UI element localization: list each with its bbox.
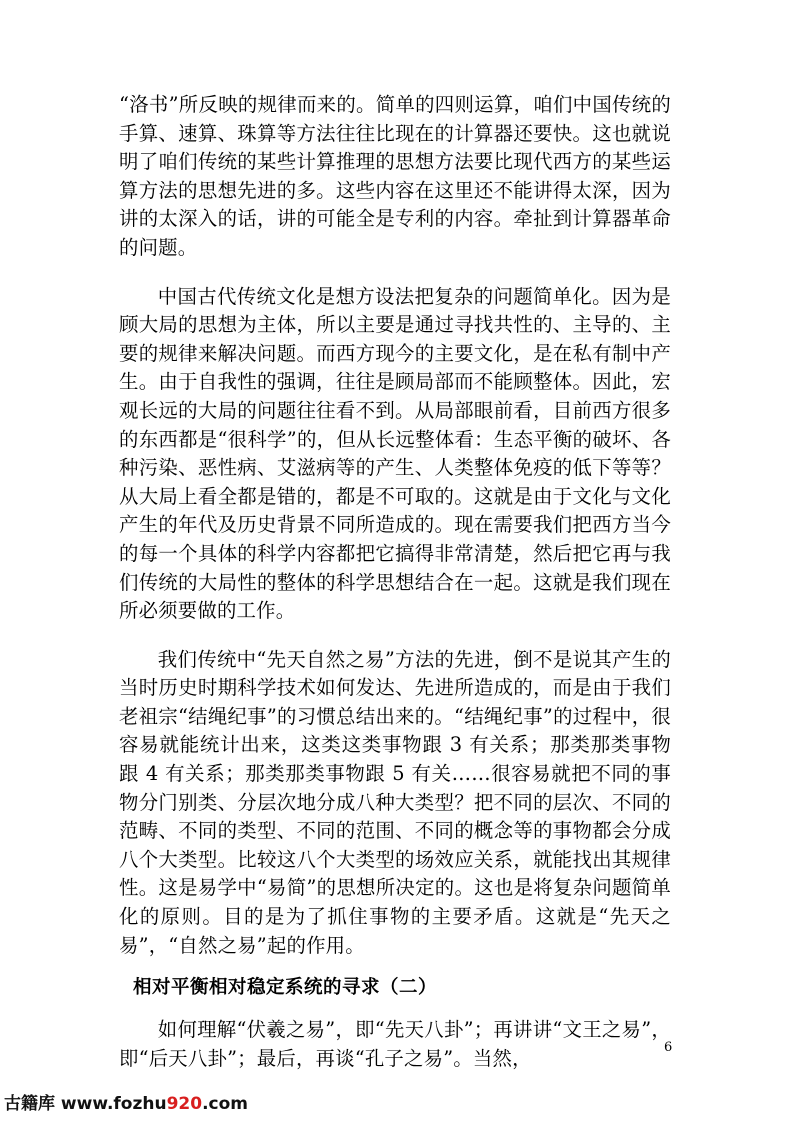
watermark-site-name: 古籍库 <box>4 1094 55 1114</box>
paragraph-3: 我们传统中“先天自然之易”方法的先进，倒不是说其产生的当时历史时期科学技术如何发达、先进所造成的，而是由于我们老祖宗“结绳纪事”的习惯总结出来的。“结绳纪事”的过程中，很容易就能统计出来，这类这类事物跟 3 有关系；那类那类事物跟 4 有关系；那类那类事物跟 5 有关……很容易就把不同的事物分门别类、分层次地分成八种大类型？把不同的层次、不同的范畴、不同的类型、不同的范围、不同的概念等的事物都会分成八个大类型。比较这八个大类型的场效应关系，就能找出其规律性。这是易学中“易简”的思想所决定的。这也是将复杂问题简单化的原则。目的是为了抓住事物的主要矛盾。这就是“先天之易”，“自然之易”起的作用。 <box>119 647 671 957</box>
section-heading: 相对平衡相对稳定系统的寻求（二） <box>133 977 438 999</box>
watermark <box>4 1089 248 1114</box>
paragraph-2: 中国古代传统文化是想方设法把复杂的问题简单化。因为是顾大局的思想为主体，所以主要是通过寻找共性的、主导的、主要的规律来解决问题。而西方现今的主要文化，是在私有制中产生。由于自我性的强调，往往是顾局部而不能顾整体。因此，宏观长远的大局的问题往往看不到。从局部眼前看，目前西方很多的东西都是“很科学”的，但从长远整体看：生态平衡的破坏、各种污染、恶性病、艾滋病等的产生、人类整体免疫的低下等等？从大局上看全都是错的，都是不可取的。这就是由于文化与文化产生的年代及历史背景不同所造成的。现在需要我们把西方当今的每一个具体的科学内容都把它搞得非常清楚，然后把它再与我们传统的大局性的整体的科学思想结合在一起。这就是我们现在所必须要做的工作。 <box>119 284 671 623</box>
page-number: 6 <box>664 1040 673 1055</box>
paragraph-4: 如何理解“伏羲之易”，即“先天八卦”；再讲讲“文王之易”，即“后天八卦”；最后，再谈“孔子之易”。当然， <box>119 1018 671 1070</box>
paragraph-1: “洛书”所反映的规律而来的。简单的四则运算，咱们中国传统的手算、速算、珠算等方法往往比现在的计算器还要快。这也就说明了咱们传统的某些计算推理的思想方法要比现代西方的某些运算方法的思想先进的多。这些内容在这里还不能讲得太深，因为讲的太深入的话，讲的可能全是专利的内容。牵扯到计算器革命的问题。 <box>119 93 671 259</box>
watermark-url-prefix: www.fozhu <box>60 1094 167 1114</box>
page-content <box>119 91 671 1073</box>
watermark-url-number: 920 <box>166 1094 203 1114</box>
watermark-url-suffix: .com <box>202 1094 249 1114</box>
